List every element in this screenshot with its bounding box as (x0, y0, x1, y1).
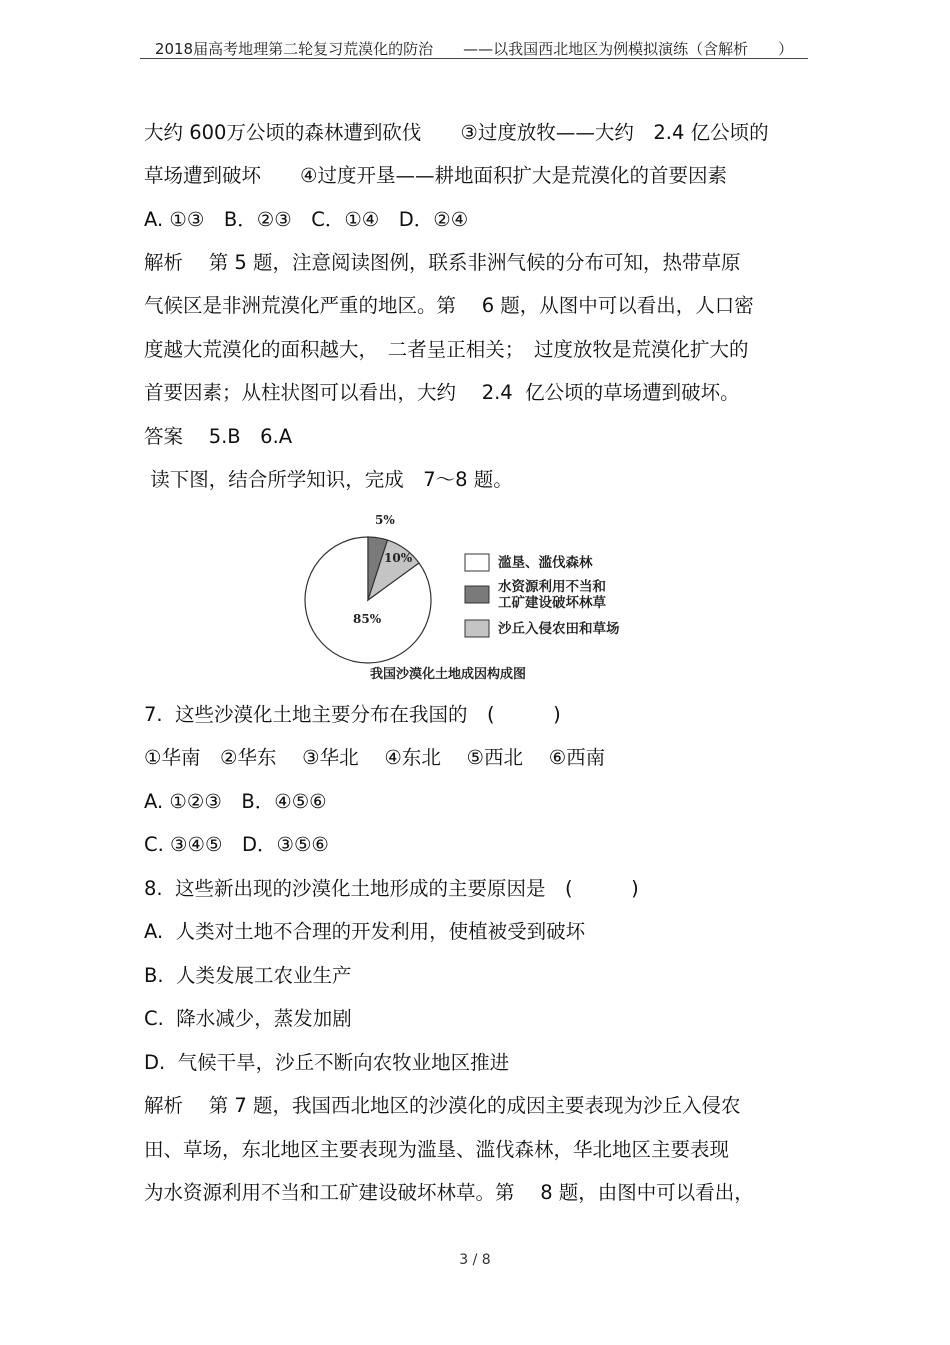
legend-label: 滥垦、滥伐森林 (498, 555, 593, 571)
answer-options: A. ①②③ B．④⑤⑥ (144, 790, 327, 813)
question-7: 7. 这些沙漠化土地主要分布在我国的 ( ) (144, 703, 561, 726)
slice-label: 10% (384, 551, 413, 565)
header-rule (140, 58, 808, 59)
answer-option: C. 降水减少，蒸发加剧 (144, 1007, 352, 1030)
answer-option: A. 人类对土地不合理的开发利用，使植被受到破坏 (144, 920, 586, 943)
legend-swatch (465, 554, 489, 571)
text-line: 为水资源利用不当和工矿建设破坏林草。第 8 题，由图中可以看出， (144, 1181, 754, 1204)
answer-options: C. ③④⑤ D．③⑤⑥ (144, 833, 329, 856)
text-line: 解析 第 7 题，我国西北地区的沙漠化的成因主要表现为沙丘入侵农 (144, 1094, 741, 1117)
question-8: 8. 这些新出现的沙漠化土地形成的主要原因是 ( ) (144, 877, 639, 900)
text-line: 读下图，结合所学知识，完成 7～8 题。 (144, 468, 513, 491)
pie-figure (300, 505, 660, 680)
answer-line: 答案 5.B 6.A (144, 425, 293, 448)
text-line: 首要因素；从柱状图可以看出，大约 2.4 亿公顷的草场遭到破坏。 (144, 381, 740, 404)
slice-label: 85% (353, 612, 382, 626)
answer-option: D. 气候干旱，沙丘不断向农牧业地区推进 (144, 1051, 510, 1074)
text-line: 大约 600万公顷的森林遭到砍伐 ③过度放牧——大约 2.4 亿公顷的 (144, 121, 769, 144)
page-header: 2018届高考地理第二轮复习荒漠化的防治 ——以我国西北地区为例模拟演练（含解析 ） (154, 40, 794, 58)
text-line: 气候区是非洲荒漠化严重的地区。第 6 题，从图中可以看出，人口密 (144, 294, 754, 317)
legend-label: 沙丘入侵农田和草场 (498, 621, 620, 637)
legend-label: 水资源利用不当和 工矿建设破坏林草 (498, 579, 606, 611)
legend-swatch (465, 586, 489, 603)
text-line: 草场遭到破坏 ④过度开垦——耕地面积扩大是荒漠化的首要因素 (144, 164, 727, 187)
answer-options: A. ①③ B．②③ C．①④ D．②④ (144, 208, 469, 231)
pie-chart-svg (300, 505, 660, 680)
figure-caption: 我国沙漠化土地成因构成图 (370, 667, 527, 682)
text-line: 田、草场，东北地区主要表现为滥垦、滥伐森林，华北地区主要表现 (144, 1138, 730, 1161)
page-number: 3 / 8 (459, 1252, 491, 1268)
text-line: ①华南 ②华东 ③华北 ④东北 ⑤西北 ⑥西南 (144, 746, 606, 769)
text-line: 度越大荒漠化的面积越大， 二者呈正相关； 过度放牧是荒漠化扩大的 (144, 338, 749, 361)
answer-option: B. 人类发展工农业生产 (144, 964, 352, 987)
legend-swatch (465, 620, 489, 637)
slice-label: 5% (375, 513, 395, 527)
text-line: 解析 第 5 题，注意阅读图例，联系非洲气候的分布可知，热带草原 (144, 251, 741, 274)
